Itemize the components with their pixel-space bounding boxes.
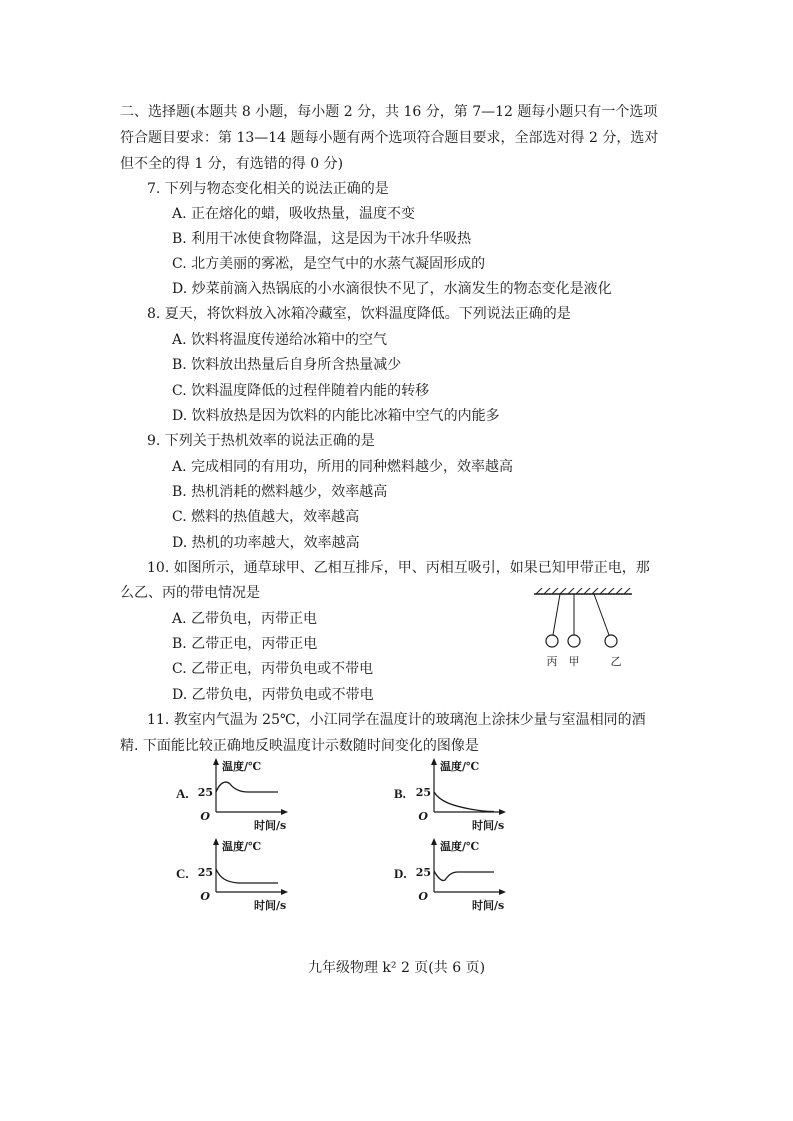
question-8-option-a: A. 饮料将温度传递给冰箱中的空气 bbox=[172, 332, 388, 348]
graph-b-xlabel: 时间/s bbox=[472, 819, 505, 832]
question-9-option-b: B. 热机消耗的燃料越少，效率越高 bbox=[172, 484, 388, 500]
question-7-option-d: D. 炒菜前滴入热锅底的小水滴很快不见了，水滴发生的物态变化是液化 bbox=[172, 281, 612, 297]
graph-c-origin: O bbox=[200, 890, 210, 903]
graph-c-ytick: 25 bbox=[197, 866, 213, 879]
graph-d-ylabel: 温度/℃ bbox=[440, 840, 480, 853]
question-8-stem: 8. 夏天，将饮料放入冰箱冷藏室，饮料温度降低。下列说法正确的是 bbox=[147, 306, 571, 322]
question-9-option-a: A. 完成相同的有用功，所用的同种燃料越少，效率越高 bbox=[172, 459, 514, 475]
question-11-stem-line-1: 11. 教室内气温为 25℃，小江同学在温度计的玻璃泡上涂抹少量与室温相同的酒 bbox=[147, 712, 646, 728]
graph-b bbox=[414, 756, 526, 832]
graph-b-letter: B. bbox=[394, 786, 406, 801]
graph-a bbox=[196, 756, 308, 832]
question-10-option-b: B. 乙带正电，丙带正电 bbox=[172, 636, 318, 652]
graph-a-ytick: 25 bbox=[197, 786, 213, 799]
label-bing: 丙 bbox=[546, 655, 558, 668]
graph-a-ylabel: 温度/℃ bbox=[222, 760, 262, 773]
section-header-line-3: 但不全的得 1 分，有选错的得 0 分) bbox=[120, 156, 344, 172]
graph-c-letter: C. bbox=[176, 866, 189, 881]
question-10-stem-line-2: 么乙、丙的带电情况是 bbox=[120, 585, 260, 601]
question-7-option-a: A. 正在熔化的蜡，吸收热量，温度不变 bbox=[172, 206, 416, 222]
graph-d bbox=[414, 836, 526, 912]
graph-b-ytick: 25 bbox=[415, 786, 431, 799]
ceiling-hatching bbox=[536, 588, 630, 594]
question-9-stem: 9. 下列关于热机效率的说法正确的是 bbox=[147, 433, 375, 449]
question-7-stem: 7. 下列与物态变化相关的说法正确的是 bbox=[147, 181, 389, 197]
question-11-stem-line-2: 精. 下面能比较正确地反映温度计示数随时间变化的图像是 bbox=[120, 738, 479, 754]
pendulum-figure bbox=[528, 588, 640, 670]
graph-a-origin: O bbox=[200, 810, 210, 823]
question-8-option-b: B. 饮料放出热量后自身所含热量减少 bbox=[172, 357, 402, 373]
question-7-option-c: C. 北方美丽的雾凇，是空气中的水蒸气凝固形成的 bbox=[172, 256, 486, 272]
question-10-option-a: A. 乙带负电，丙带正电 bbox=[172, 611, 318, 627]
label-yi: 乙 bbox=[610, 655, 622, 668]
graph-d-letter: D. bbox=[394, 866, 407, 881]
thread-bing bbox=[553, 594, 560, 635]
label-jia: 甲 bbox=[568, 655, 580, 668]
ball-jia bbox=[568, 635, 580, 647]
graph-b-ylabel: 温度/℃ bbox=[440, 760, 480, 773]
graph-b-origin: O bbox=[418, 810, 428, 823]
graph-c-ylabel: 温度/℃ bbox=[222, 840, 262, 853]
graph-d-curve bbox=[434, 871, 494, 881]
graph-c bbox=[196, 836, 308, 912]
question-8-option-c: C. 饮料温度降低的过程伴随着内能的转移 bbox=[172, 383, 430, 399]
graph-a-curve bbox=[216, 782, 278, 792]
question-10-option-d: D. 乙带负电，丙带负电或不带电 bbox=[172, 687, 374, 703]
graph-d-ytick: 25 bbox=[415, 866, 431, 879]
graph-d-xlabel: 时间/s bbox=[472, 899, 505, 912]
question-10-stem-line-1: 10. 如图所示，通草球甲、乙相互排斥，甲、丙相互吸引，如果已知甲带正电，那 bbox=[147, 560, 650, 576]
question-9-option-c: C. 燃料的热值越大，效率越高 bbox=[172, 509, 360, 525]
graph-a-xlabel: 时间/s bbox=[254, 819, 287, 832]
question-8-option-d: D. 饮料放热是因为饮料的内能比冰箱中空气的内能多 bbox=[172, 408, 500, 424]
section-header-line-2: 符合题目要求：第 13—14 题每小题有两个选项符合题目要求，全部选对得 2 分，选对 bbox=[120, 130, 659, 146]
ball-yi bbox=[605, 635, 617, 647]
graph-c-curve bbox=[216, 869, 278, 883]
question-9-option-d: D. 热机的功率越大，效率越高 bbox=[172, 535, 360, 551]
question-7-option-b: B. 利用干冰使食物降温，这是因为干冰升华吸热 bbox=[172, 231, 472, 247]
graph-b-curve bbox=[434, 792, 494, 812]
question-10-option-c: C. 乙带正电，丙带负电或不带电 bbox=[172, 661, 374, 677]
thread-yi bbox=[594, 594, 609, 635]
page-footer: 九年级物理 k² 2 页(共 6 页) bbox=[307, 960, 486, 976]
graph-d-origin: O bbox=[418, 890, 428, 903]
section-header-line-1: 二、选择题(本题共 8 小题，每小题 2 分，共 16 分，第 7—12 题每小题只有一个选项 bbox=[120, 104, 658, 120]
graph-a-letter: A. bbox=[176, 786, 189, 801]
graph-c-xlabel: 时间/s bbox=[254, 899, 287, 912]
ball-bing bbox=[546, 635, 558, 647]
